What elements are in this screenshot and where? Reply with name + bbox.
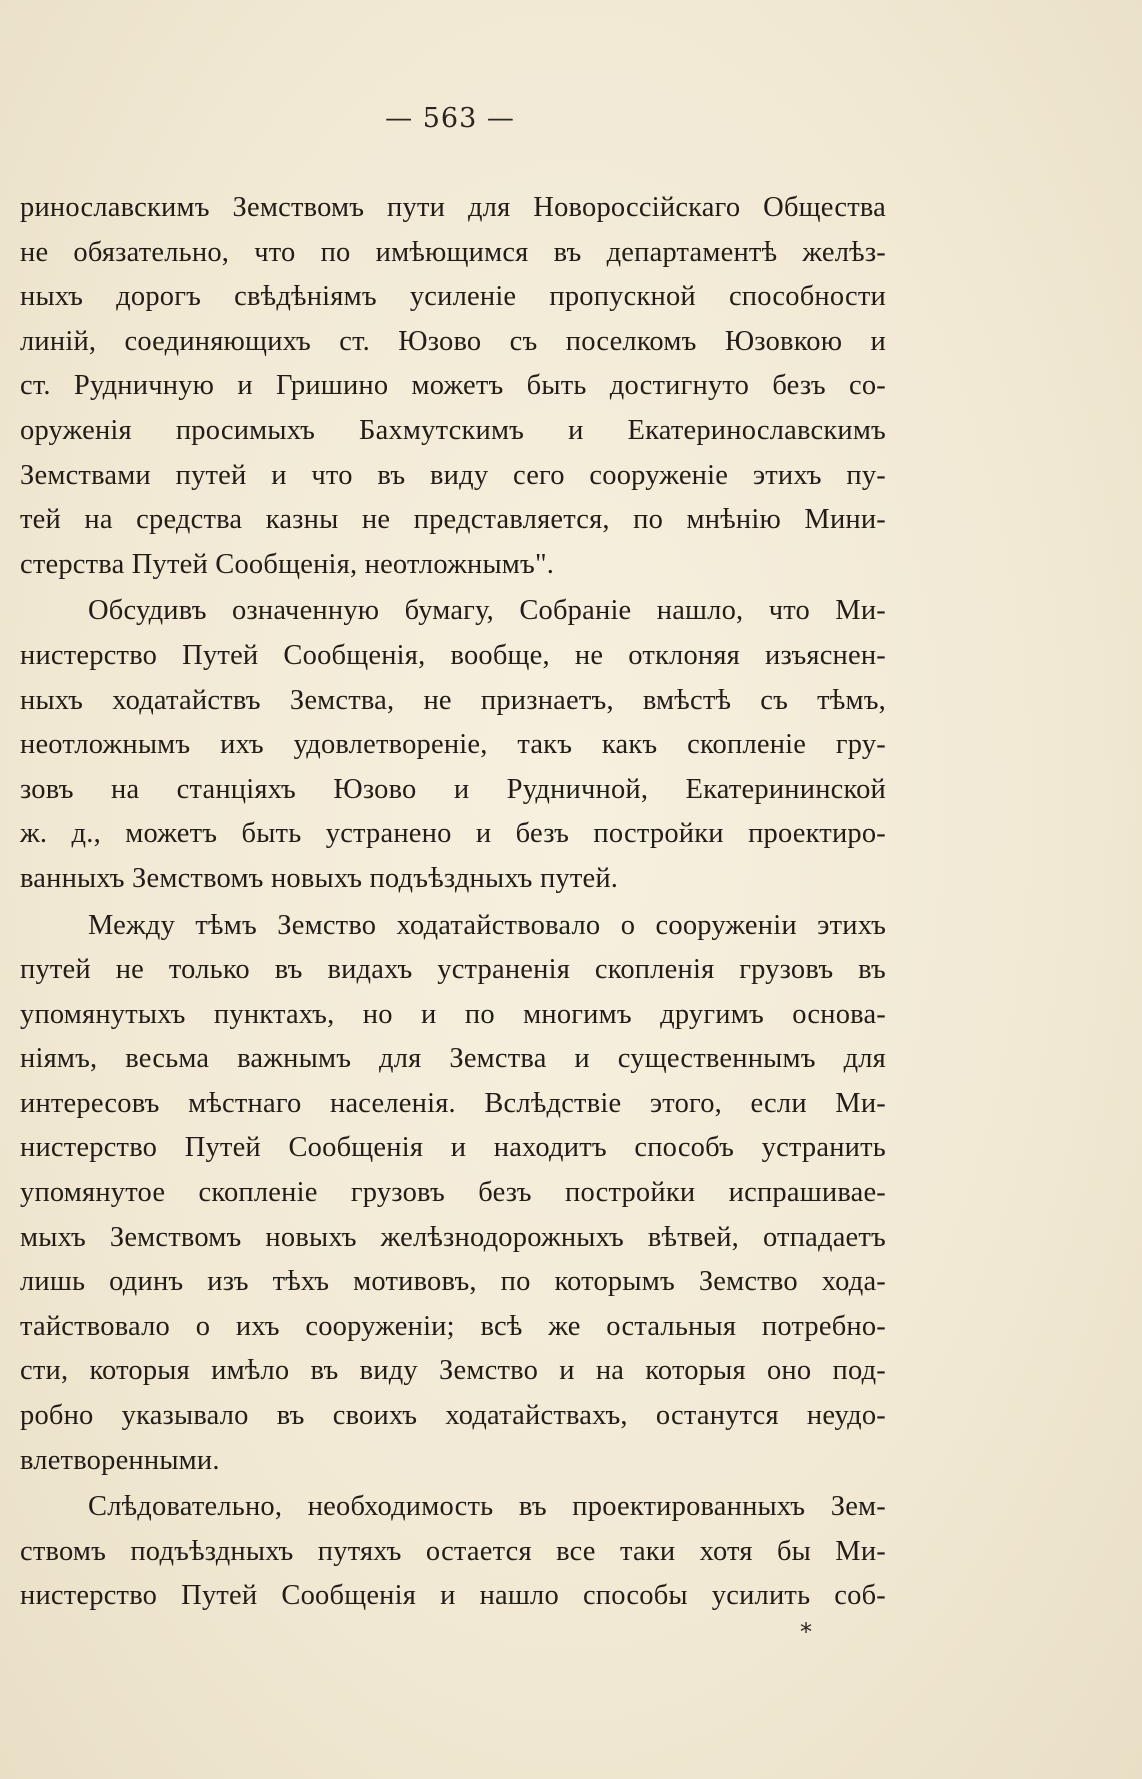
paragraph-start-line: Слѣдовательно, необходимость въ проектированныхъ Зем- <box>88 1491 886 1523</box>
text-line: тайствовало о ихъ сооруженіи; всѣ же остальныя потребно- <box>20 1310 886 1342</box>
text-line: зовъ на станціяхъ Юзово и Рудничной, Екатерининской <box>20 773 886 805</box>
text-line: ринославскимъ Земствомъ пути для Новороссійскаго Общества <box>20 192 886 223</box>
text-line: упомянутыхъ пунктахъ, но и по многимъ другимъ основа- <box>20 998 886 1030</box>
signature-mark: * <box>800 1618 812 1646</box>
text-line: ванныхъ Земствомъ новыхъ подъѣздныхъ путей. <box>20 862 619 894</box>
text-line: ніямъ, весьма важнымъ для Земства и существеннымъ для <box>20 1043 886 1075</box>
text-line: интересовъ мѣстнаго населенія. Вслѣдствіе этого, если Ми- <box>20 1087 886 1119</box>
text-line: нистерство Путей Сообщенія и находитъ способъ устранить <box>20 1132 886 1164</box>
text-line: стерства Путей Сообщенія, неотложнымъ". <box>20 548 555 580</box>
text-line: нистерство Путей Сообщенія, вообще, не отклоняя изъяснен- <box>20 639 886 671</box>
text-line: ныхъ дорогъ свѣдѣніямъ усиленіе пропускной способности <box>20 281 886 313</box>
text-line: упомянутое скопленіе грузовъ безъ постройки испрашивае- <box>20 1177 886 1209</box>
text-line: лишь одинъ изъ тѣхъ мотивовъ, по которымъ Земство хода- <box>20 1266 886 1298</box>
text-line: линій, соединяющихъ ст. Юзово съ поселкомъ Юзовкою и <box>20 325 886 357</box>
text-line: оруженія просимыхъ Бахмутскимъ и Екатеринославскимъ <box>20 414 886 446</box>
text-line: неотложнымъ ихъ удовлетвореніе, такъ какъ скопленіе гру- <box>20 729 886 761</box>
text-line: робно указывало въ своихъ ходатайствахъ, останутся неудо- <box>20 1400 886 1432</box>
text-line: мыхъ Земствомъ новыхъ желѣзнодорожныхъ вѣтвей, отпадаетъ <box>20 1221 886 1253</box>
page-number: — 563 — <box>385 103 515 134</box>
text-line: нистерство Путей Сообщенія и нашло способы усилить соб- <box>20 1580 886 1612</box>
text-line: путей не только въ видахъ устраненія скопленія грузовъ въ <box>20 954 886 986</box>
text-line: не обязательно, что по имѣющимся въ департаментѣ желѣз- <box>20 236 886 268</box>
text-line: ж. д., можетъ быть устранено и безъ постройки проектиро- <box>20 818 886 850</box>
text-line: влетворенными. <box>20 1444 220 1476</box>
text-line: тей на средства казны не представляется, по мнѣнію Мини- <box>20 504 886 536</box>
paragraph-start-line: Обсудивъ означенную бумагу, Собраніе нашло, что Ми- <box>88 595 886 627</box>
body-text <box>20 186 886 1619</box>
text-line: Земствами путей и что въ виду сего сооруженіе этихъ пу- <box>20 459 886 491</box>
text-line: ствомъ подъѣздныхъ путяхъ остается все таки хотя бы Ми- <box>20 1535 886 1567</box>
text-line: ст. Рудничную и Гришино можетъ быть достигнуто безъ со- <box>20 370 886 402</box>
text-line: ныхъ ходатайствъ Земства, не признаетъ, вмѣстѣ съ тѣмъ, <box>20 684 886 716</box>
text-line: сти, которыя имѣло въ виду Земство и на которыя оно под- <box>20 1355 886 1387</box>
paragraph-start-line: Между тѣмъ Земство ходатайствовало о сооруженіи этихъ <box>88 909 886 941</box>
